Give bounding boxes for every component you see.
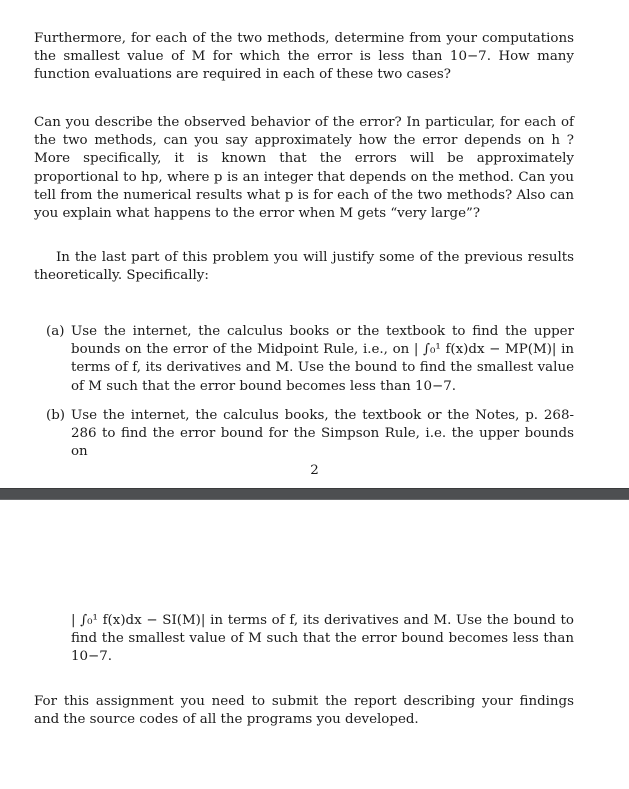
- item-text-b: Use the internet, the calculus books, the textbook or the Notes, p. 268-286 to find the error bound for the Simpson Rule, i.e. the upper bounds on: [71, 408, 574, 460]
- item-label-a: (a): [46, 324, 65, 339]
- item-text-b-continued: | ∫₀¹ f(x)dx − SI(M)| in terms of f, its derivatives and M. Use the bound to find the smallest value of M such that the error bound becomes less than 10−7.: [71, 613, 574, 665]
- paragraph-submission: For this assignment you need to submit the report describing your findings and the source codes of all the programs you developed.: [34, 694, 574, 728]
- paragraph-error-behavior: Can you describe the observed behavior of the error? In particular, for each of the two methods, can you say approximately how the error depends on h ? More specifically, it is known that the errors will be approximately proportional to hp, where p is an integer that depends on the method. Can you tell from the numerical results what p is for each of the two methods? Also can you explain what happens to the error when M gets “very large”?: [34, 115, 574, 222]
- paragraph-theoretical-intro: In the last part of this problem you will justify some of the previous results theoretically. Specifically:: [34, 250, 574, 284]
- item-label-b: (b): [46, 408, 66, 423]
- item-text-a: Use the internet, the calculus books or the textbook to find the upper bounds on the error of the Midpoint Rule, i.e., on | ∫₀¹ f(x)dx − MP(M)| in terms of f, its derivatives and M. Use the bound to find the smallest value of M such that the error bound becomes less than 10−7.: [71, 324, 574, 394]
- list-item-a: [46, 323, 574, 396]
- page-number: 2: [310, 463, 319, 478]
- paragraph-error-threshold: Furthermore, for each of the two methods, determine from your computations the smallest value of M for which the error is less than 10−7. How many function evaluations are required in each of these two cases?: [34, 31, 574, 83]
- page-separator: [0, 488, 629, 500]
- list-item-b: [46, 407, 574, 462]
